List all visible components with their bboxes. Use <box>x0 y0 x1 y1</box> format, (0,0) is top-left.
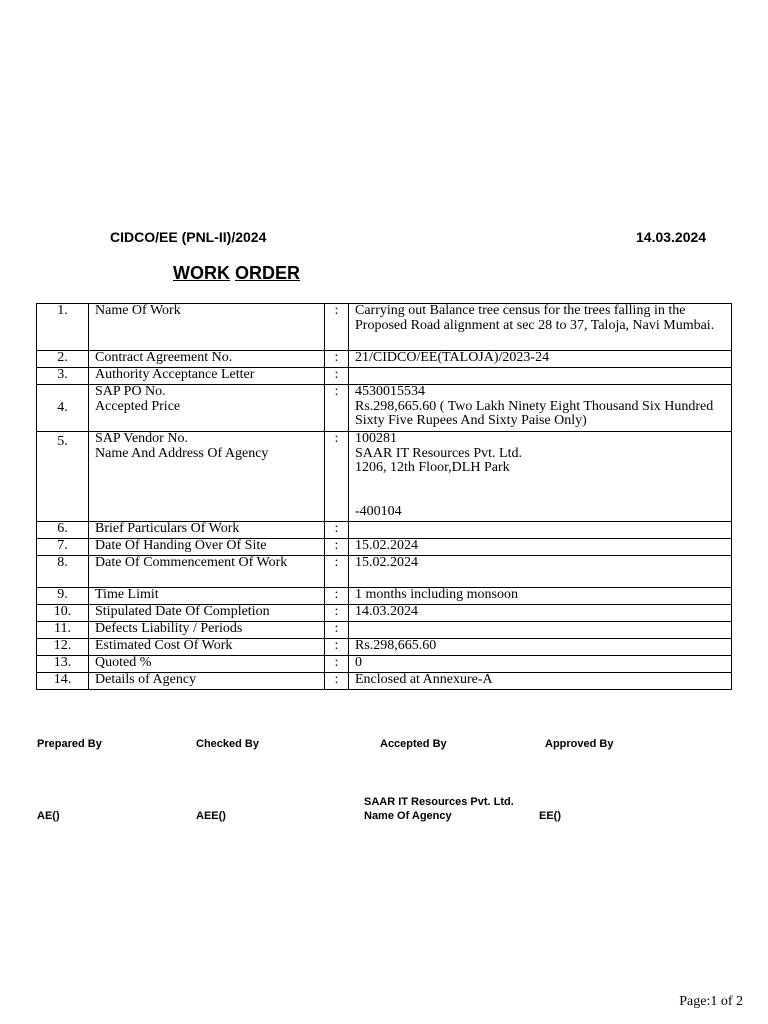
table-row <box>37 656 732 673</box>
table-row <box>37 556 732 588</box>
row-number: 1. <box>37 304 89 351</box>
row-number: 7. <box>37 539 89 556</box>
row-value: Carrying out Balance tree census for the trees falling in the Proposed Road alignment at sec 28 to 37, Taloja, Navi Mumbai. <box>349 304 732 351</box>
table-row <box>37 539 732 556</box>
row-value <box>349 385 732 432</box>
table-row <box>37 605 732 622</box>
value-sap-po: 4530015534 <box>355 384 425 399</box>
row-value: 0 <box>349 656 732 673</box>
label-agency-address: Name And Address Of Agency <box>95 445 269 461</box>
row-separator: : <box>325 304 349 351</box>
row-label: Date Of Handing Over Of Site <box>89 539 325 556</box>
table-row <box>37 351 732 368</box>
row-value <box>349 368 732 385</box>
ee-signatory: EE() <box>539 810 561 822</box>
row-label: Estimated Cost Of Work <box>89 639 325 656</box>
row-value: 21/CIDCO/EE(TALOJA)/2023-24 <box>349 351 732 368</box>
row-label: Contract Agreement No. <box>89 351 325 368</box>
checked-by-label: Checked By <box>196 738 259 750</box>
row-number: 9. <box>37 588 89 605</box>
row-value: 15.02.2024 <box>349 539 732 556</box>
row-number: 10. <box>37 605 89 622</box>
reference-number: CIDCO/EE (PNL-II)/2024 <box>110 229 267 245</box>
row-label <box>89 432 325 522</box>
row-label: Stipulated Date Of Completion <box>89 605 325 622</box>
row-separator: : <box>325 385 349 432</box>
row-value <box>349 522 732 539</box>
row-number: 4. <box>37 385 89 432</box>
row-separator: : <box>325 656 349 673</box>
approved-by-label: Approved By <box>545 738 614 750</box>
row-label: Date Of Commencement Of Work <box>89 556 325 588</box>
row-separator: : <box>325 351 349 368</box>
row-separator: : <box>325 432 349 522</box>
value-pin-code: -400104 <box>355 503 402 519</box>
table-row <box>37 432 732 522</box>
row-label: Brief Particulars Of Work <box>89 522 325 539</box>
row-number: 11. <box>37 622 89 639</box>
row-value: 14.03.2024 <box>349 605 732 622</box>
title-word-work: WORK <box>173 263 230 283</box>
row-number: 13. <box>37 656 89 673</box>
value-blank-line <box>355 476 725 491</box>
work-order-table <box>36 303 732 690</box>
prepared-by-label: Prepared By <box>37 738 102 750</box>
row-number: 12. <box>37 639 89 656</box>
row-label: Details of Agency <box>89 673 325 690</box>
value-vendor-no: 100281 <box>355 431 397 446</box>
name-of-agency-label: Name Of Agency <box>364 810 452 822</box>
row-value: Rs.298,665.60 <box>349 639 732 656</box>
table-row <box>37 304 732 351</box>
table-row <box>37 385 732 432</box>
row-value <box>349 432 732 522</box>
row-label <box>89 385 325 432</box>
value-agency-address: 1206, 12th Floor,DLH Park <box>355 460 510 475</box>
title-word-order: ORDER <box>235 263 301 283</box>
row-label: Authority Acceptance Letter <box>89 368 325 385</box>
accepted-by-label: Accepted By <box>380 738 447 750</box>
label-sap-vendor: SAP Vendor No. <box>95 431 188 446</box>
row-label: Name Of Work <box>89 304 325 351</box>
page-number: Page:1 of 2 <box>679 994 743 1009</box>
row-label: Quoted % <box>89 656 325 673</box>
value-agency-name: SAAR IT Resources Pvt. Ltd. <box>355 445 522 461</box>
row-separator: : <box>325 522 349 539</box>
table-row <box>37 368 732 385</box>
row-number: 6. <box>37 522 89 539</box>
value-blank-line <box>355 490 725 505</box>
row-number: 5. <box>37 432 89 522</box>
label-accepted-price: Accepted Price <box>95 398 181 414</box>
document-title <box>173 263 300 284</box>
order-date: 14.03.2024 <box>636 229 707 245</box>
row-separator: : <box>325 539 349 556</box>
label-sap-po: SAP PO No. <box>95 384 166 399</box>
row-separator: : <box>325 673 349 690</box>
row-label: Defects Liability / Periods <box>89 622 325 639</box>
row-value: 15.02.2024 <box>349 556 732 588</box>
row-number: 3. <box>37 368 89 385</box>
row-separator: : <box>325 605 349 622</box>
row-separator: : <box>325 556 349 588</box>
table-row <box>37 673 732 690</box>
row-value: Enclosed at Annexure-A <box>349 673 732 690</box>
row-value <box>349 622 732 639</box>
row-value: 1 months including monsoon <box>349 588 732 605</box>
row-separator: : <box>325 622 349 639</box>
agency-name-signature: SAAR IT Resources Pvt. Ltd. <box>364 796 514 808</box>
row-separator: : <box>325 368 349 385</box>
row-separator: : <box>325 639 349 656</box>
row-separator: : <box>325 588 349 605</box>
aee-signatory: AEE() <box>196 810 226 822</box>
row-label: Time Limit <box>89 588 325 605</box>
row-number: 14. <box>37 673 89 690</box>
ae-signatory: AE() <box>37 810 60 822</box>
value-accepted-price: Rs.298,665.60 ( Two Lakh Ninety Eight Thousand Six Hundred Sixty Five Rupees And Sixty Paise Only) <box>355 398 714 428</box>
table-row <box>37 522 732 539</box>
table-row <box>37 622 732 639</box>
row-number: 2. <box>37 351 89 368</box>
table-row <box>37 639 732 656</box>
row-number: 8. <box>37 556 89 588</box>
table-row <box>37 588 732 605</box>
